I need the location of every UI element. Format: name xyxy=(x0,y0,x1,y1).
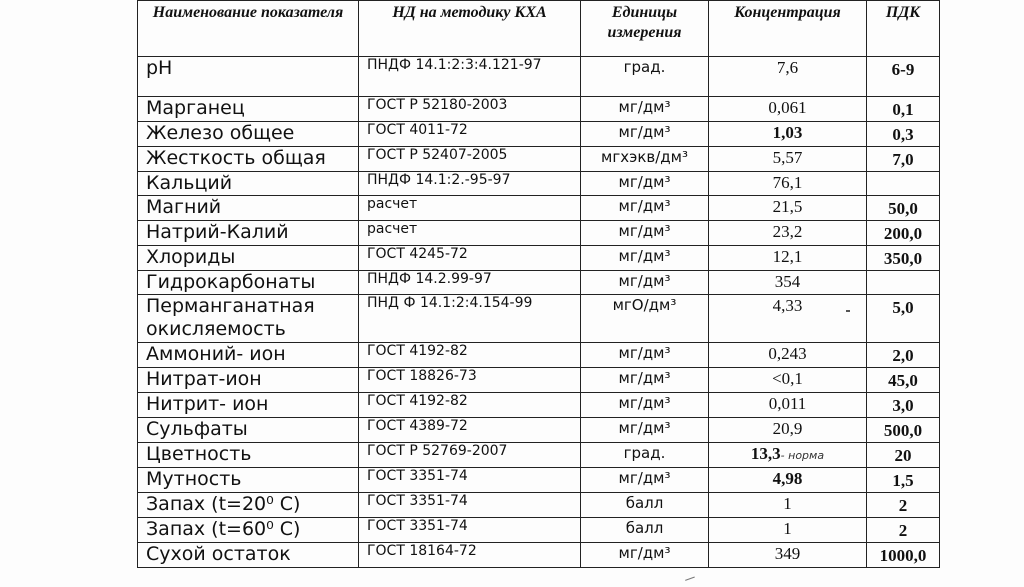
header-unit: Единицы измерения xyxy=(581,1,709,57)
pdk-value: 45,0 xyxy=(888,371,918,390)
table-row xyxy=(138,122,940,147)
pdk-value: 2 xyxy=(898,496,908,515)
table-row xyxy=(138,543,940,568)
table-row xyxy=(138,393,940,418)
concentration-value: 349 xyxy=(774,544,801,563)
handwritten-note: - норма xyxy=(780,449,825,462)
row-pdk xyxy=(867,368,940,393)
row-nd: ПНДФ 14.1:2.-95-97 xyxy=(359,172,581,196)
table-row xyxy=(138,196,940,221)
row-unit: балл xyxy=(581,493,709,518)
row-unit: мгО/дм³ xyxy=(581,295,709,343)
row-concentration xyxy=(709,295,867,343)
concentration-value: 1 xyxy=(783,519,792,538)
concentration-value: 0,061 xyxy=(768,98,807,117)
table-row xyxy=(138,172,940,196)
row-pdk xyxy=(867,196,940,221)
concentration-value: 354 xyxy=(774,272,801,291)
table-row xyxy=(138,246,940,271)
row-nd: ПНД Ф 14.1:2:4.154-99 xyxy=(359,295,581,343)
row-concentration xyxy=(709,343,867,368)
row-name: Сульфаты xyxy=(138,418,359,443)
row-nd: ГОСТ 3351-74 xyxy=(359,518,581,543)
row-name: Запах (t=60⁰ С) xyxy=(138,518,359,543)
row-name: Кальций xyxy=(138,172,359,196)
row-nd: ГОСТ 4011-72 xyxy=(359,122,581,147)
row-pdk xyxy=(867,443,940,468)
row-name: Нитрат-ион xyxy=(138,368,359,393)
concentration-value: 12,1 xyxy=(772,247,803,266)
row-concentration xyxy=(709,196,867,221)
row-pdk xyxy=(867,493,940,518)
pdk-value: 2 xyxy=(898,521,908,540)
row-concentration xyxy=(709,271,867,295)
row-nd: ГОСТ 4192-82 xyxy=(359,343,581,368)
row-concentration xyxy=(709,393,867,418)
table-row xyxy=(138,97,940,122)
row-unit: мг/дм³ xyxy=(581,343,709,368)
table-row xyxy=(138,518,940,543)
table-row xyxy=(138,343,940,368)
header-row xyxy=(138,1,940,57)
row-name: Нитрит- ион xyxy=(138,393,359,418)
row-nd: ГОСТ 18164-72 xyxy=(359,543,581,568)
table-row xyxy=(138,57,940,97)
pdk-value: 6-9 xyxy=(891,60,915,79)
row-unit: град. xyxy=(581,443,709,468)
table-row xyxy=(138,418,940,443)
pdk-value: 0,3 xyxy=(892,125,914,144)
scan-speck xyxy=(846,310,850,312)
row-nd: ГОСТ 4192-82 xyxy=(359,393,581,418)
row-concentration xyxy=(709,246,867,271)
concentration-value: 20,9 xyxy=(772,419,803,438)
row-name: Перманганатная окисляемость xyxy=(138,295,359,343)
concentration-value: 7,6 xyxy=(776,58,799,77)
row-name: Марганец xyxy=(138,97,359,122)
row-pdk xyxy=(867,418,940,443)
concentration-value: 76,1 xyxy=(772,173,803,192)
row-nd: ГОСТ 18826-73 xyxy=(359,368,581,393)
row-pdk xyxy=(867,221,940,246)
row-name: Мутность xyxy=(138,468,359,493)
pdk-value: 500,0 xyxy=(883,421,923,440)
row-pdk xyxy=(867,543,940,568)
row-nd: расчет xyxy=(359,221,581,246)
row-concentration xyxy=(709,543,867,568)
row-pdk xyxy=(867,518,940,543)
row-concentration xyxy=(709,418,867,443)
row-name: Хлориды xyxy=(138,246,359,271)
concentration-value: 23,2 xyxy=(772,222,803,241)
row-pdk xyxy=(867,122,940,147)
row-unit: мг/дм³ xyxy=(581,418,709,443)
row-unit: балл xyxy=(581,518,709,543)
row-name: pH xyxy=(138,57,359,97)
row-name: Жесткость общая xyxy=(138,147,359,172)
row-pdk xyxy=(867,97,940,122)
water-analysis-table xyxy=(137,0,940,568)
pdk-value: 3,0 xyxy=(892,396,914,415)
table-row xyxy=(138,295,940,343)
row-unit: мг/дм³ xyxy=(581,393,709,418)
pdk-value: 5,0 xyxy=(892,298,914,317)
row-concentration xyxy=(709,443,867,468)
pdk-value: 200,0 xyxy=(883,224,923,243)
concentration-value: 1 xyxy=(783,494,792,513)
concentration-value: 21,5 xyxy=(772,197,803,216)
row-name: Магний xyxy=(138,196,359,221)
row-name: Железо общее xyxy=(138,122,359,147)
row-pdk xyxy=(867,271,940,295)
header-conc: Концентрация xyxy=(709,1,867,57)
header-nd: НД на методику КХА xyxy=(359,1,581,57)
pdk-value: 1,5 xyxy=(892,471,914,490)
row-pdk xyxy=(867,343,940,368)
row-concentration xyxy=(709,468,867,493)
pdk-value: 20 xyxy=(894,446,912,465)
row-concentration xyxy=(709,368,867,393)
concentration-value: <0,1 xyxy=(772,369,803,388)
row-nd: ГОСТ Р 52769-2007 xyxy=(359,443,581,468)
pdk-value: 1000,0 xyxy=(879,546,927,565)
row-unit: мг/дм³ xyxy=(581,468,709,493)
row-concentration xyxy=(709,122,867,147)
row-name: Натрий-Калий xyxy=(138,221,359,246)
row-concentration xyxy=(709,518,867,543)
row-pdk xyxy=(867,246,940,271)
table-row xyxy=(138,468,940,493)
row-pdk xyxy=(867,295,940,343)
row-concentration xyxy=(709,57,867,97)
row-nd: ГОСТ Р 52407-2005 xyxy=(359,147,581,172)
scan-mark xyxy=(685,577,697,587)
header-pdk: ПДК xyxy=(867,1,940,57)
row-unit: мг/дм³ xyxy=(581,172,709,196)
concentration-value: 4,98 xyxy=(772,469,803,488)
concentration-value: 0,243 xyxy=(768,344,807,363)
concentration-value: 0,011 xyxy=(768,394,807,413)
table-row xyxy=(138,493,940,518)
pdk-value xyxy=(873,172,933,174)
row-unit: мгхэкв/дм³ xyxy=(581,147,709,172)
row-unit: мг/дм³ xyxy=(581,97,709,122)
row-name: Цветность xyxy=(138,443,359,468)
row-pdk xyxy=(867,172,940,196)
row-unit: мг/дм³ xyxy=(581,368,709,393)
row-unit: мг/дм³ xyxy=(581,543,709,568)
row-name: Сухой остаток xyxy=(138,543,359,568)
pdk-value: 0,1 xyxy=(892,100,914,119)
pdk-value: 50,0 xyxy=(888,199,918,218)
row-nd: ГОСТ 3351-74 xyxy=(359,468,581,493)
row-concentration xyxy=(709,147,867,172)
row-pdk xyxy=(867,147,940,172)
table-row xyxy=(138,147,940,172)
row-pdk xyxy=(867,57,940,97)
row-nd: ГОСТ Р 52180-2003 xyxy=(359,97,581,122)
row-concentration xyxy=(709,221,867,246)
row-unit: мг/дм³ xyxy=(581,122,709,147)
row-concentration xyxy=(709,172,867,196)
row-name: Запах (t=20⁰ С) xyxy=(138,493,359,518)
row-unit: мг/дм³ xyxy=(581,246,709,271)
row-nd: расчет xyxy=(359,196,581,221)
row-pdk xyxy=(867,393,940,418)
pdk-value: 7,0 xyxy=(892,150,914,169)
pdk-value: 350,0 xyxy=(883,249,923,268)
header-name: Наименование показателя xyxy=(138,1,359,57)
row-unit: град. xyxy=(581,57,709,97)
row-name: Аммоний- ион xyxy=(138,343,359,368)
row-nd: ГОСТ 4245-72 xyxy=(359,246,581,271)
row-nd: ГОСТ 3351-74 xyxy=(359,493,581,518)
row-nd: ПНДФ 14.1:2:3:4.121-97 xyxy=(359,57,581,97)
row-name: Гидрокарбонаты xyxy=(138,271,359,295)
row-nd: ГОСТ 4389-72 xyxy=(359,418,581,443)
concentration-value: 4,33 xyxy=(772,296,803,315)
table-row xyxy=(138,443,940,468)
pdk-value: 2,0 xyxy=(892,346,914,365)
table-row xyxy=(138,368,940,393)
row-concentration xyxy=(709,493,867,518)
row-concentration xyxy=(709,97,867,122)
table-row xyxy=(138,221,940,246)
concentration-value: 1,03 xyxy=(772,123,803,142)
row-nd: ПНДФ 14.2.99-97 xyxy=(359,271,581,295)
concentration-value: 5,57 xyxy=(772,148,803,167)
pdk-value xyxy=(873,271,933,273)
concentration-value: 13,3 xyxy=(750,444,781,463)
table-row xyxy=(138,271,940,295)
row-pdk xyxy=(867,468,940,493)
row-unit: мг/дм³ xyxy=(581,196,709,221)
row-unit: мг/дм³ xyxy=(581,271,709,295)
row-unit: мг/дм³ xyxy=(581,221,709,246)
